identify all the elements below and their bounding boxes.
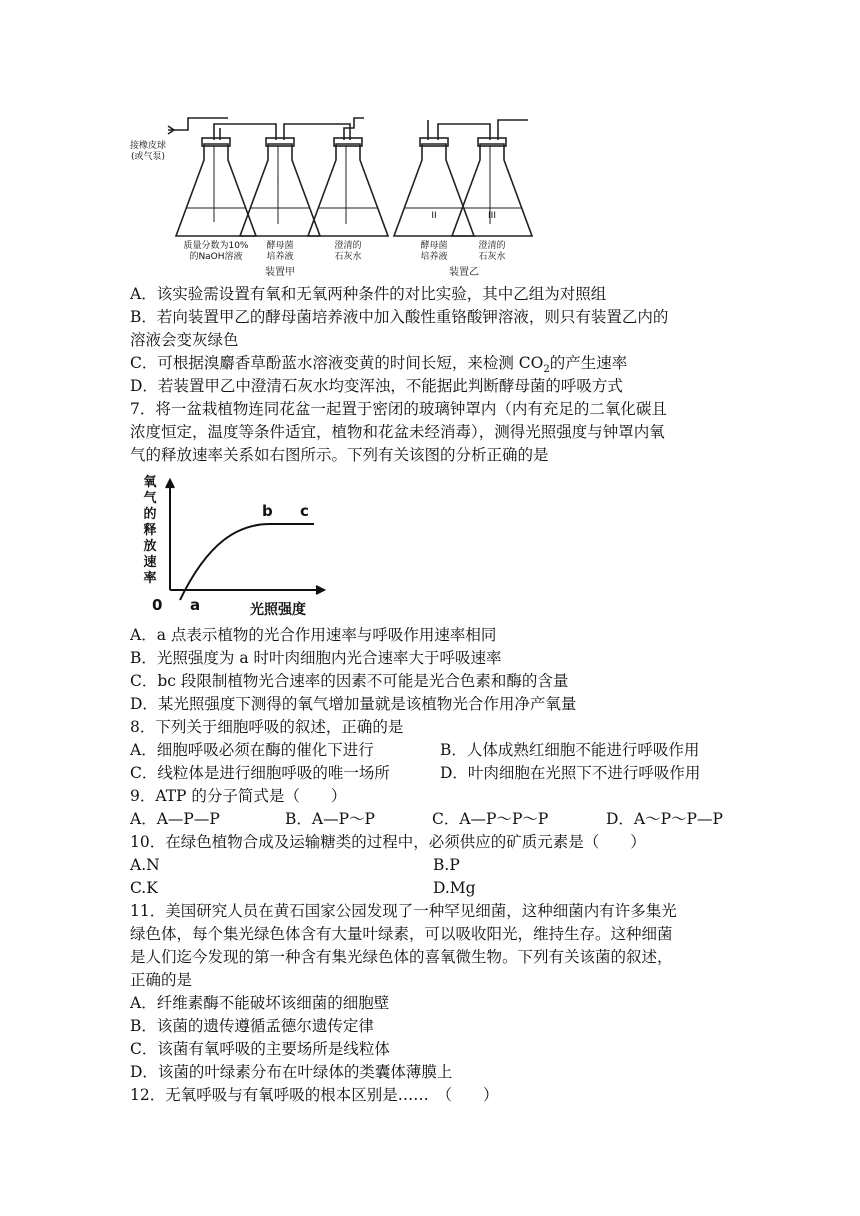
q7-option-c: C．bc 段限制植物光合速率的因素不可能是光合色素和酶的含量 [130,672,569,690]
q10-option-a: A.N [130,856,160,874]
svg-text:I: I [276,177,280,187]
svg-text:气: 气 [143,491,157,506]
q9-option-a: A．A—P—P [130,810,220,828]
flask1-label: 质量分数为10% [183,241,249,251]
q8-option-a: A．细胞呼吸必须在酶的催化下进行 [130,741,374,759]
q10-stem: 10．在绿色植物合成及运输糖类的过程中，必须供应的矿质元素是（ ） [130,833,646,851]
q11-stem-2: 绿色体，每个集光绿色体含有大量叶绿素，可以吸收阳光，维持生存。这种细菌 [130,925,673,943]
q8-row-2 [130,762,740,785]
q7-stem-2: 浓度恒定，温度等条件适宜，植物和花盆未经消毒），测得光照强度与钟罩内氧 [130,423,665,441]
svg-text:(或气泵): (或气泵) [130,152,166,162]
q6-option-a: A．该实验需设置有氧和无氧两种条件的对比实验，其中乙组为对照组 [130,285,607,303]
origin-label: 0 [152,596,163,614]
q6-option-d: D．若装置甲乙中澄清石灰水均变浑浊，不能据此判断酵母菌的呼吸方式 [130,377,623,395]
svg-text:速: 速 [143,555,157,570]
q11-option-c: C．该菌有氧呼吸的主要场所是线粒体 [130,1040,390,1058]
q11-stem-1: 11．美国研究人员在黄石国家公园发现了一种罕见细菌，这种细菌内有许多集光 [130,902,677,920]
q10-option-b: B.P [433,856,460,874]
q10-row-2 [130,877,740,900]
q9-options [130,808,740,831]
q6-option-c: C．可根据溴麝香草酚蓝水溶液变黄的时间长短，来检测 $CO_2$的产生速率 [130,354,628,376]
flask5-label: 澄清的 [478,241,506,251]
q9-option-d: D．A～P～P—P [606,810,723,828]
flask4-label: 酵母菌 [420,241,448,251]
group-b-label: 装置乙 [449,267,479,278]
q8-option-d: D．叶肉细胞在光照下不进行呼吸作用 [440,764,701,782]
q7-stem-3: 气的释放速率关系如右图所示。下列有关该图的分析正确的是 [130,446,549,464]
flask-2 [240,144,320,236]
q8-stem: 8．下列关于细胞呼吸的叙述，正确的是 [130,718,404,736]
q10-option-d: D.Mg [433,879,476,897]
point-a-label: a [190,596,201,614]
svg-text:石灰水: 石灰水 [478,252,506,262]
flask3-label: 澄清的 [334,241,362,251]
flask-4 [394,144,474,236]
svg-text:率: 率 [143,571,157,586]
point-c-label: c [300,502,309,520]
q11-option-a: A．纤维素酶不能破坏该细菌的细胞壁 [130,994,390,1012]
svg-text:II: II [431,211,437,221]
q10-row-1 [130,854,740,877]
q8-option-b: B．人体成熟红细胞不能进行呼吸作用 [440,741,700,759]
q12-stem: 12．无氧呼吸与有氧呼吸的根本区别是…… （ ） [130,1086,499,1104]
q9-stem: 9．ATP 的分子简式是（ ） [130,787,347,805]
flask-1 [176,144,256,236]
pump-label: 接橡皮球 [129,141,167,151]
q11-stem-3: 是人们迄今发现的第一种含有集光绿色体的喜氧微生物。下列有关该菌的叙述， [130,948,673,966]
rate-curve [180,524,314,600]
q7-option-d: D．某光照强度下测得的氧气增加量就是该植物光合作用净产氧量 [130,695,577,713]
x-axis-label: 光照强度 [250,602,306,618]
svg-text:的: 的 [143,507,157,522]
svg-text:培养液: 培养液 [266,252,294,262]
q11-option-d: D．该菌的叶绿素分布在叶绿体的类囊体薄膜上 [130,1063,453,1081]
svg-text:释: 释 [143,523,157,538]
q11-option-b: B．该菌的遗传遵循孟德尔遗传定律 [130,1017,374,1035]
flask-5 [452,144,532,236]
q9-option-c: C．A—P～P～P [432,810,549,828]
apparatus-figure [128,112,548,280]
q7-stem-1: 7．将一盆栽植物连同花盆一起置于密闭的玻璃钟罩内（内有充足的二氧化碳且 [130,400,667,418]
point-b-label: b [262,502,273,520]
y-axis-label-1: 氧 [143,475,157,490]
q11-stem-4: 正确的是 [130,971,193,989]
q8-row-1 [130,739,740,762]
oxygen-rate-chart [128,472,328,620]
svg-text:石灰水: 石灰水 [334,252,362,262]
q6-option-b: B．若向装置甲乙的酵母菌培养液中加入酸性重铬酸钾溶液，则只有装置乙内的 [130,308,669,326]
q10-option-c: C.K [130,879,158,897]
svg-text:放: 放 [143,539,157,554]
flask-3 [308,144,388,236]
q9-option-b: B．A—P～P [285,810,375,828]
svg-text:的NaOH溶液: 的NaOH溶液 [189,252,243,262]
svg-text:培养液: 培养液 [420,252,448,262]
q7-option-a: A．a 点表示植物的光合作用速率与呼吸作用速率相同 [130,626,497,644]
q6-option-b-cont: 溶液会变灰绿色 [130,331,239,349]
flask2-label: 酵母菌 [266,241,294,251]
q8-option-c: C．线粒体是进行细胞呼吸的唯一场所 [130,764,390,782]
q7-option-b: B．光照强度为 a 时叶肉细胞内光合速率大于呼吸速率 [130,649,502,667]
group-a-label: 装置甲 [265,267,295,278]
svg-text:III: III [488,211,496,221]
